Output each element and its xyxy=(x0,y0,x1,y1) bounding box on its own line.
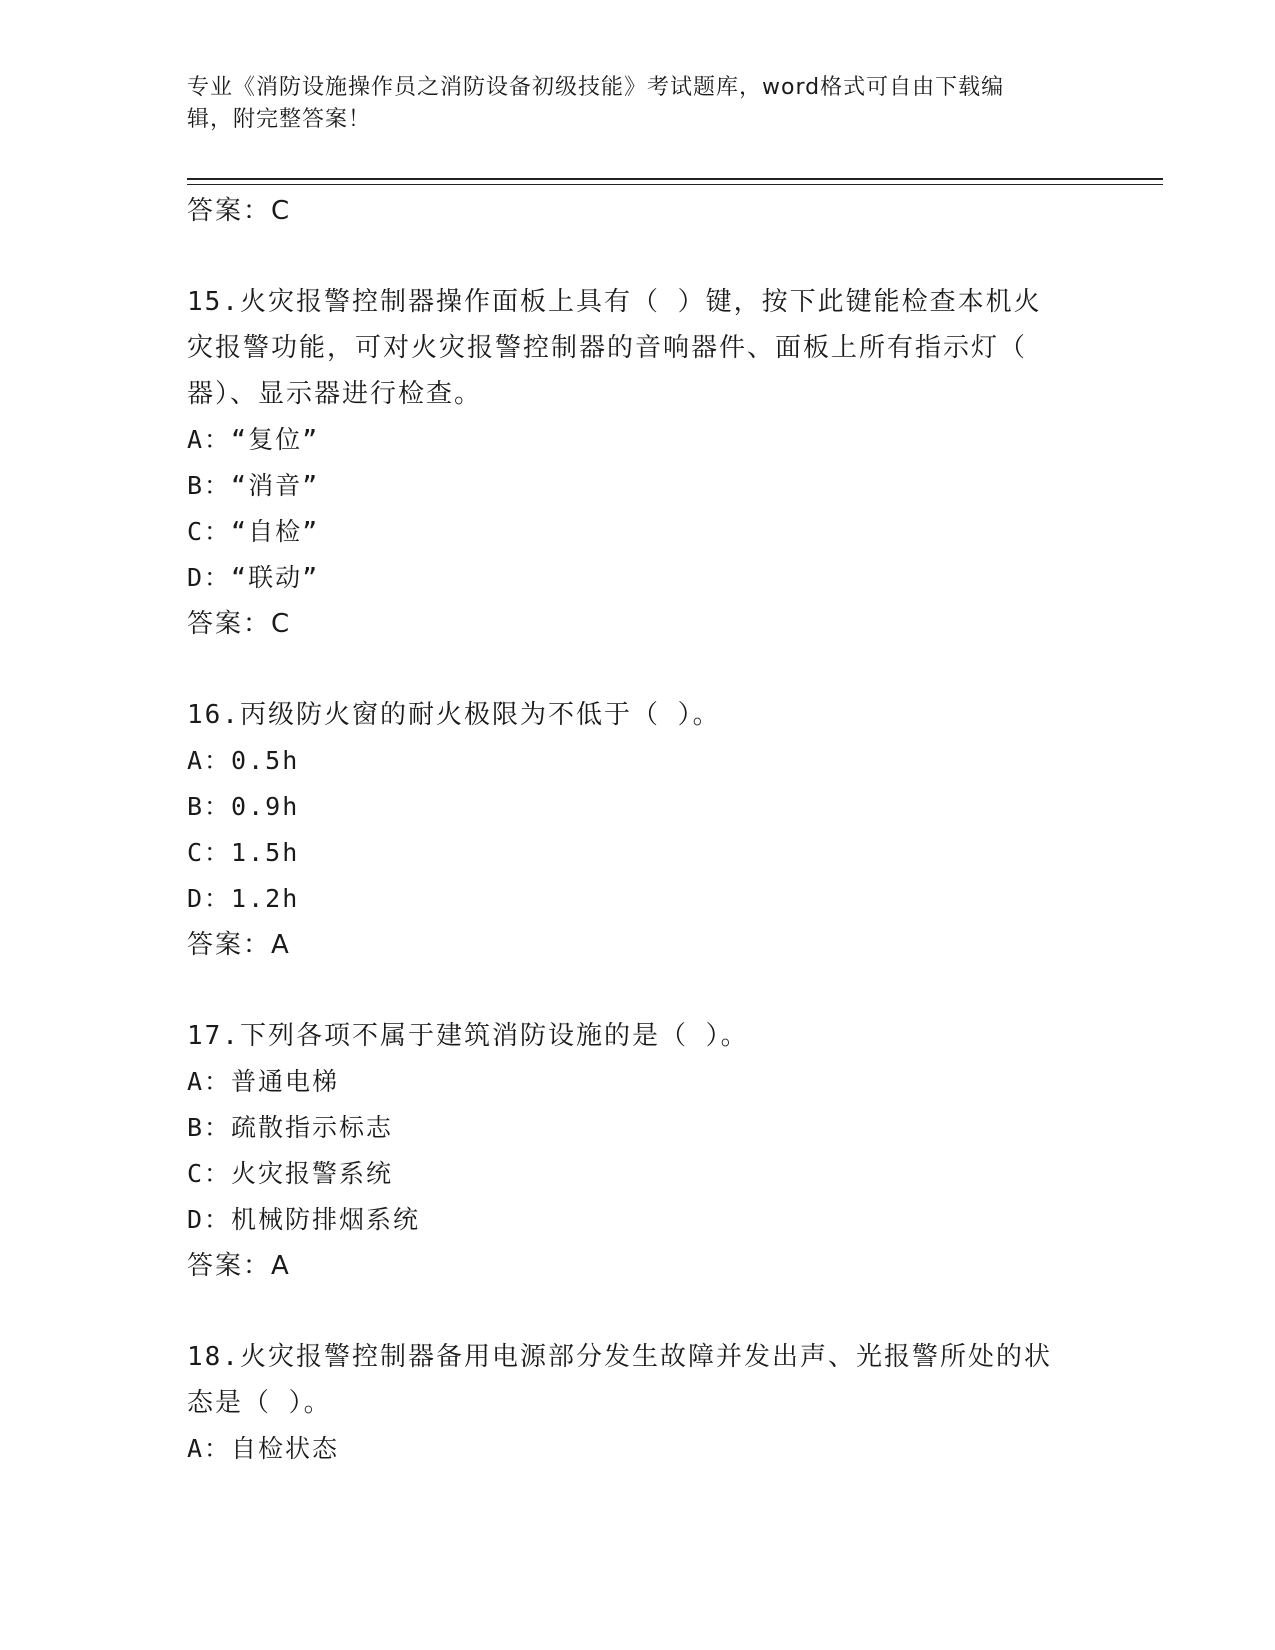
option-a: A：“复位” xyxy=(187,425,320,454)
option-c: C：火灾报警系统 xyxy=(187,1159,394,1188)
header-divider-thick xyxy=(187,178,1163,180)
header-line-1: 专业《消防设施操作员之消防设备初级技能》考试题库，word格式可自由下载编 xyxy=(187,75,1005,100)
question-16 xyxy=(187,692,1087,968)
document-header xyxy=(187,72,1077,136)
question-text-line: 15.火灾报警控制器操作面板上具有（ ）键，按下此键能检查本机火 xyxy=(187,287,1042,317)
question-text-line: 器）、显示器进行检查。 xyxy=(187,379,483,409)
option-b: B：“消音” xyxy=(187,471,320,500)
answer-line: 答案：A xyxy=(187,1251,291,1281)
option-a: A：自检状态 xyxy=(187,1434,340,1463)
previous-answer: 答案：C xyxy=(187,196,292,226)
question-text-line: 17.下列各项不属于建筑消防设施的是（ ）。 xyxy=(187,1021,749,1051)
option-a: A：普通电梯 xyxy=(187,1067,340,1096)
answer-line: 答案：C xyxy=(187,609,292,639)
question-18 xyxy=(187,1334,1087,1472)
question-text-line: 灾报警功能，可对火灾报警控制器的音响器件、面板上所有指示灯（ xyxy=(187,333,1028,363)
answer-line: 答案：A xyxy=(187,930,291,960)
option-c: C：“自检” xyxy=(187,517,320,546)
question-15 xyxy=(187,279,1087,647)
document-body xyxy=(187,188,1087,1472)
question-text-line: 16.丙级防火窗的耐火极限为不低于（ ）。 xyxy=(187,700,721,730)
option-b: B：0.9h xyxy=(187,792,300,821)
option-d: D：机械防排烟系统 xyxy=(187,1205,421,1234)
option-b: B：疏散指示标志 xyxy=(187,1113,394,1142)
question-text-line: 18.火灾报警控制器备用电源部分发生故障并发出声、光报警所处的状 xyxy=(187,1342,1052,1372)
question-17 xyxy=(187,1013,1087,1289)
option-d: D：“联动” xyxy=(187,563,320,592)
header-line-2: 辑，附完整答案！ xyxy=(187,107,372,132)
header-divider-thin xyxy=(187,184,1163,185)
option-d: D：1.2h xyxy=(187,884,300,913)
question-text-line: 态是（ ）。 xyxy=(187,1388,332,1418)
option-a: A：0.5h xyxy=(187,746,300,775)
option-c: C：1.5h xyxy=(187,838,300,867)
